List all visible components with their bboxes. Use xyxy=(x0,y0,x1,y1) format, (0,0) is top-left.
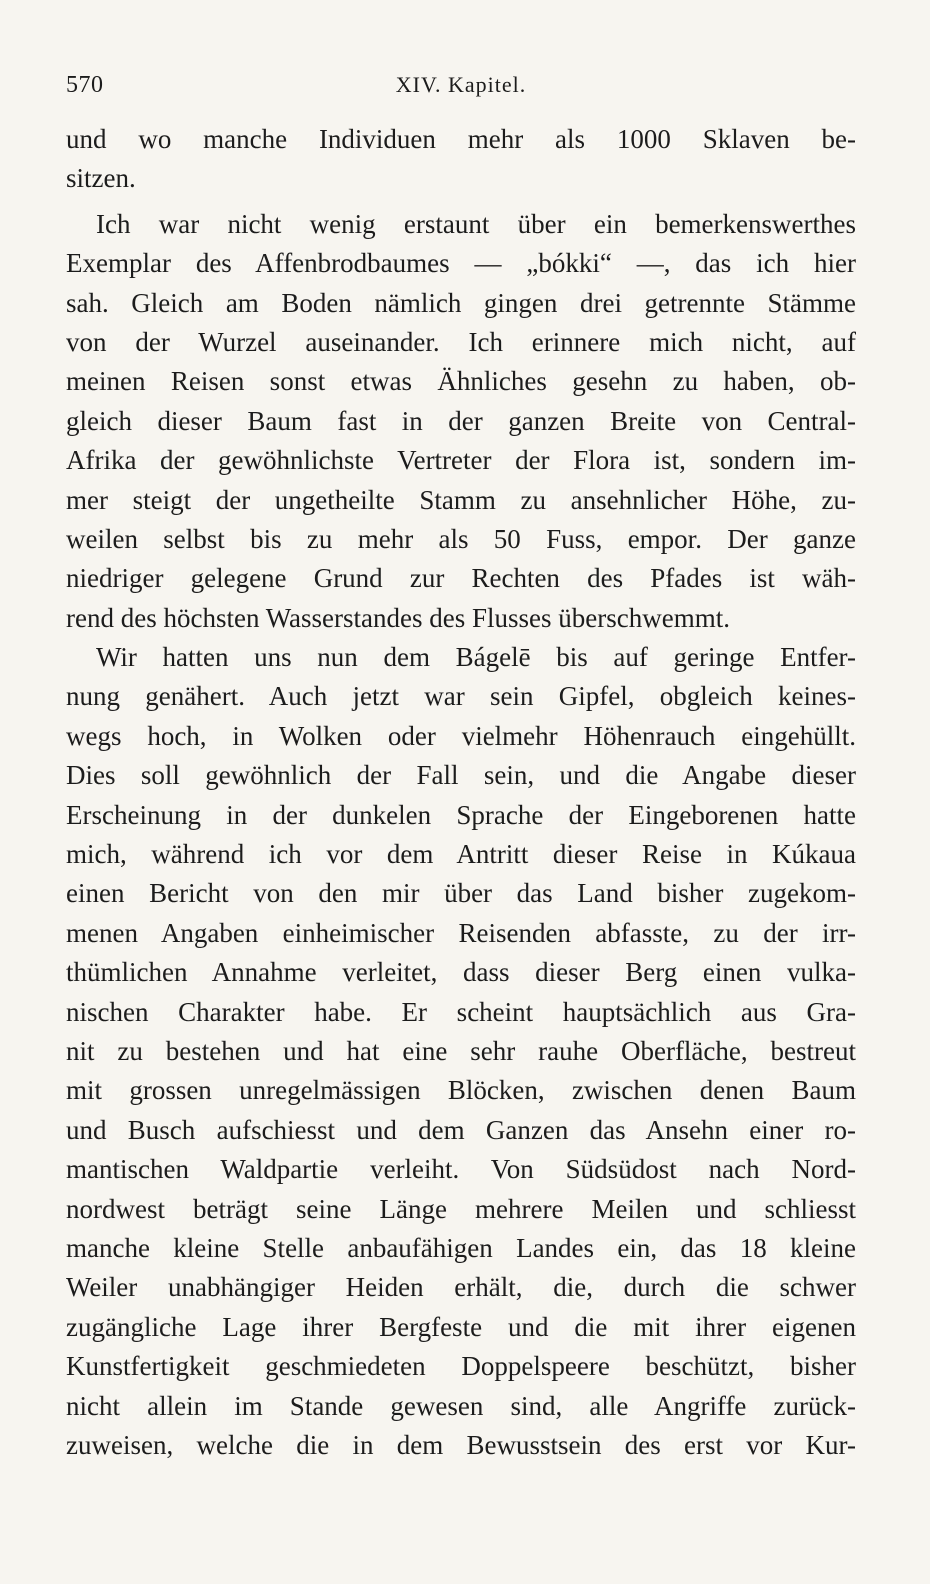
text-line: nit zu bestehen und hat eine sehr rauhe Oberfläche, bestreut xyxy=(66,1035,856,1066)
text-line: nung genähert. Auch jetzt war sein Gipfel, obgleich keines- xyxy=(66,681,856,712)
text-line: nischen Charakter habe. Er scheint hauptsächlich aus Gra- xyxy=(66,996,856,1027)
page-number: 570 xyxy=(66,72,104,98)
text-line: gleich dieser Baum fast in der ganzen Breite von Central- xyxy=(66,405,856,436)
text-line: wegs hoch, in Wolken oder vielmehr Höhenrauch eingehüllt. xyxy=(66,720,856,751)
text-line: Weiler unabhängiger Heiden erhält, die, durch die schwer xyxy=(66,1272,856,1303)
running-head xyxy=(66,72,856,102)
text-line: Ich war nicht wenig erstaunt über ein bemerkenswerthes xyxy=(96,208,856,239)
text-line: manche kleine Stelle anbaufähigen Landes ein, das 18 kleine xyxy=(66,1232,856,1263)
text-line: einen Bericht von den mir über das Land bisher zugekom- xyxy=(66,878,856,909)
text-line: mit grossen unregelmässigen Blöcken, zwischen denen Baum xyxy=(66,1075,856,1106)
text-line: und wo manche Individuen mehr als 1000 Sklaven be- xyxy=(66,124,856,154)
text-line: menen Angaben einheimischer Reisenden abfasste, zu der irr- xyxy=(66,917,856,948)
text-line: Dies soll gewöhnlich der Fall sein, und die Angabe dieser xyxy=(66,760,856,791)
text-line: niedriger gelegene Grund zur Rechten des Pfades ist wäh- xyxy=(66,563,856,594)
text-line: mer steigt der ungetheilte Stamm zu ansehnlicher Höhe, zu- xyxy=(66,484,856,515)
text-line: rend des höchsten Wasserstandes des Flusses überschwemmt. xyxy=(66,602,730,633)
text-line: mantischen Waldpartie verleiht. Von Südsüdost nach Nord- xyxy=(66,1154,856,1185)
text-line: Kunstfertigkeit geschmiedeten Doppelspeere beschützt, bisher xyxy=(66,1351,856,1382)
text-line: Afrika der gewöhnlichste Vertreter der Flora ist, sondern im- xyxy=(66,445,856,476)
text-line: Erscheinung in der dunkelen Sprache der Eingeborenen hatte xyxy=(66,799,856,830)
body-text xyxy=(66,120,856,1465)
text-line: weilen selbst bis zu mehr als 50 Fuss, empor. Der ganze xyxy=(66,523,856,554)
text-line: von der Wurzel auseinander. Ich erinnere mich nicht, auf xyxy=(66,326,856,357)
text-line: sah. Gleich am Boden nämlich gingen drei getrennte Stämme xyxy=(66,287,856,318)
chapter-title: XIV. Kapitel. xyxy=(395,72,527,97)
text-line: zugängliche Lage ihrer Bergfeste und die mit ihrer eigenen xyxy=(66,1311,856,1342)
text-line: Wir hatten uns nun dem Bágelē bis auf geringe Entfer- xyxy=(96,642,856,673)
text-line: nordwest beträgt seine Länge mehrere Meilen und schliesst xyxy=(66,1193,856,1224)
text-line: sitzen. xyxy=(66,163,136,194)
text-line: und Busch aufschiesst und dem Ganzen das Ansehn einer ro- xyxy=(66,1114,856,1145)
text-line: mich, während ich vor dem Antritt dieser Reise in Kúkaua xyxy=(66,839,856,870)
text-line: zuweisen, welche die in dem Bewusstsein des erst vor Kur- xyxy=(66,1429,856,1460)
text-line: Exemplar des Affenbrodbaumes — „bókki“ —, das ich hier xyxy=(66,248,856,279)
text-line: meinen Reisen sonst etwas Ähnliches gesehn zu haben, ob- xyxy=(66,366,856,397)
text-line: nicht allein im Stande gewesen sind, alle Angriffe zurück- xyxy=(66,1390,856,1421)
text-line: thümlichen Annahme verleitet, dass dieser Berg einen vulka- xyxy=(66,957,856,988)
